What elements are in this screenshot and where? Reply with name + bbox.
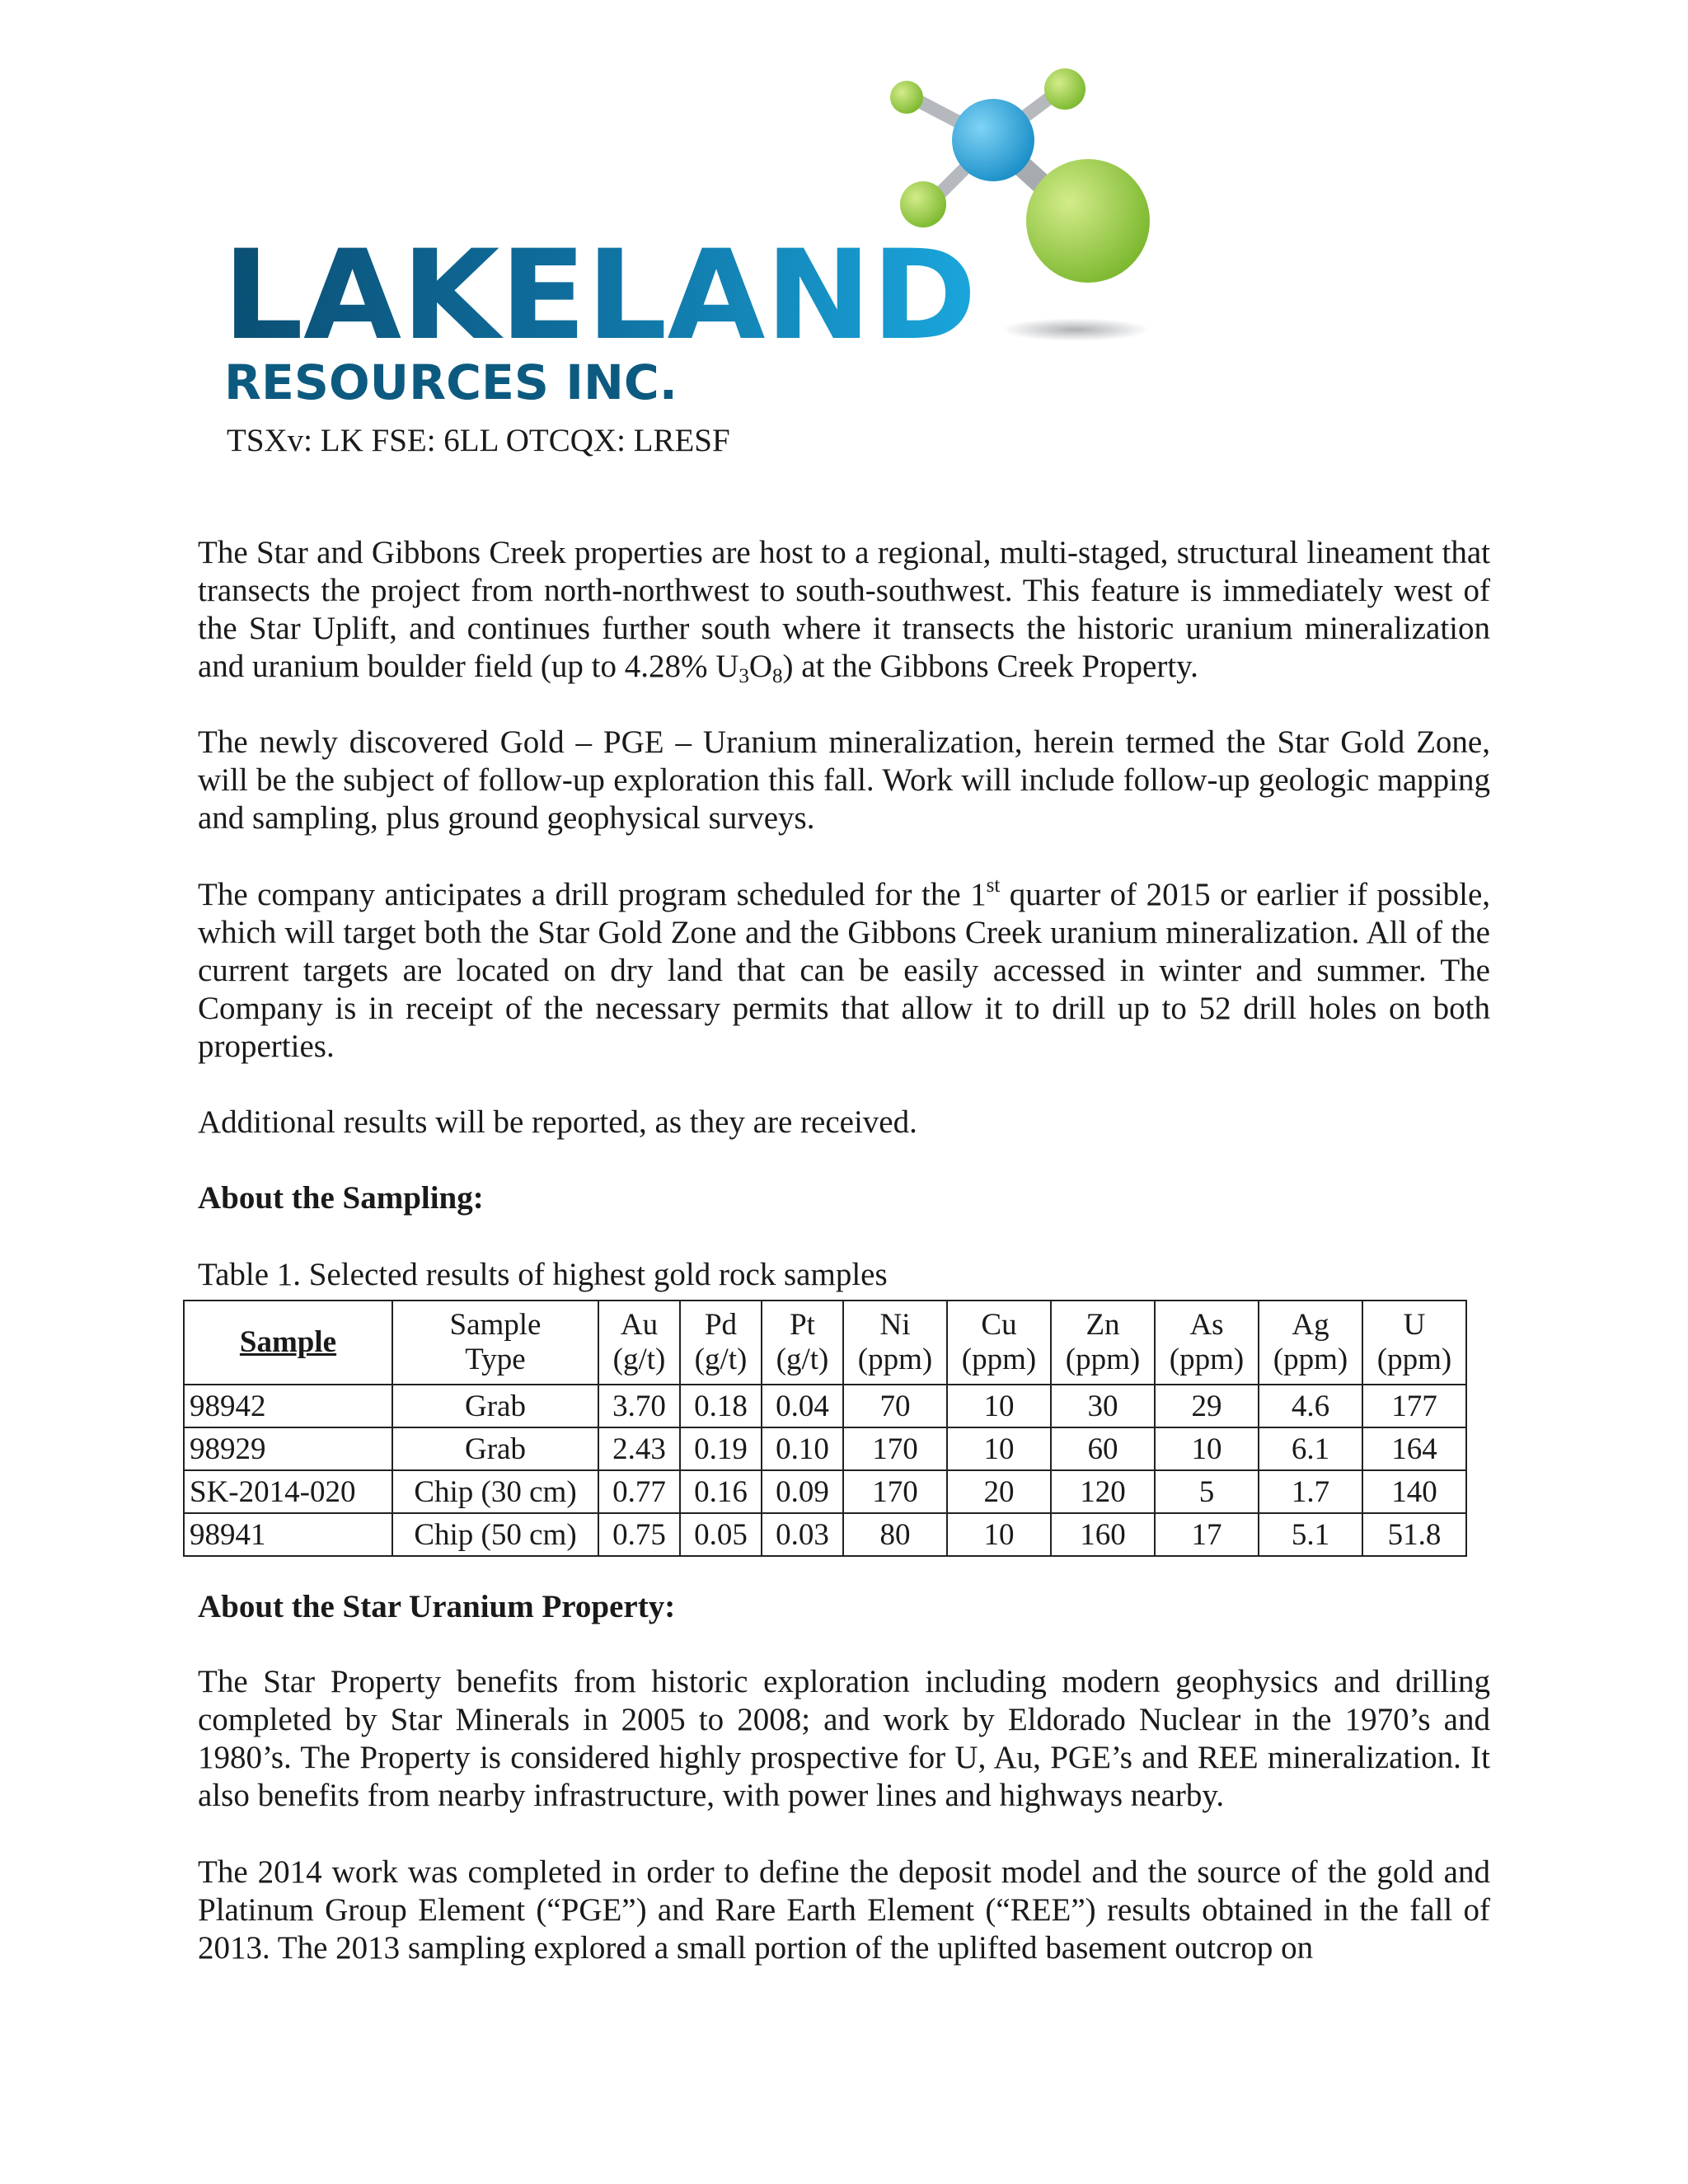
paragraph-text: O (748, 649, 773, 684)
paragraph-star-gold-zone: The newly discovered Gold – PGE – Uranium mineralization, herein termed the Star Gold Zone, will be the subject of follow-up exploration this fall. Work will include follow-up geologic mapping and sampling, plus ground geophysical surveys. (198, 724, 1490, 836)
table-row (184, 1470, 1466, 1513)
header-sample: Sample (184, 1301, 392, 1385)
cell-u: 177 (1362, 1385, 1466, 1427)
header-pt (762, 1301, 843, 1385)
cell-ni: 170 (843, 1427, 947, 1470)
header-line: Ni (879, 1308, 911, 1342)
header-line: (g/t) (694, 1343, 748, 1376)
header-line: (ppm) (1065, 1343, 1141, 1376)
cell-zn: 120 (1051, 1470, 1155, 1513)
cell-type: Chip (50 cm) (392, 1513, 598, 1556)
table-row (184, 1427, 1466, 1470)
header-ni (843, 1301, 947, 1385)
header-zn (1051, 1301, 1155, 1385)
header-line: Au (620, 1308, 659, 1342)
cell-ag: 5.1 (1259, 1513, 1362, 1556)
cell-pd: 0.19 (680, 1427, 762, 1470)
cell-ni: 170 (843, 1470, 947, 1513)
cell-cu: 10 (947, 1385, 1051, 1427)
cell-pt: 0.09 (762, 1470, 843, 1513)
header-line: Pt (790, 1308, 815, 1342)
cell-pt: 0.10 (762, 1427, 843, 1470)
cell-type: Grab (392, 1427, 598, 1470)
header-line: Ag (1292, 1308, 1329, 1342)
paragraph-additional-results: Additional results will be reported, as they are received. (198, 1104, 917, 1140)
cell-zn: 30 (1051, 1385, 1155, 1427)
heading-about-sampling: About the Sampling: (198, 1180, 484, 1216)
cell-pt: 0.04 (762, 1385, 843, 1427)
cell-type: Grab (392, 1385, 598, 1427)
table-header-row (184, 1301, 1466, 1385)
paragraph-text: ) at the Gibbons Creek Property. (782, 649, 1198, 684)
cell-cu: 10 (947, 1427, 1051, 1470)
paragraph-drill-program (198, 876, 1490, 1066)
superscript: st (986, 874, 1001, 897)
lakeland-logo (223, 58, 1170, 412)
cell-cu: 20 (947, 1470, 1051, 1513)
header-line: (ppm) (1169, 1343, 1245, 1376)
header-ag (1259, 1301, 1362, 1385)
header-pd (680, 1301, 762, 1385)
cell-ni: 80 (843, 1513, 947, 1556)
header-u (1362, 1301, 1466, 1385)
header-au (598, 1301, 680, 1385)
cell-pt: 0.03 (762, 1513, 843, 1556)
heading-about-star-property: About the Star Uranium Property: (198, 1589, 676, 1624)
header-sample-type (392, 1301, 598, 1385)
cell-au: 0.75 (598, 1513, 680, 1556)
header-line: (ppm) (1273, 1343, 1348, 1376)
cell-cu: 10 (947, 1513, 1051, 1556)
header-line: As (1189, 1308, 1224, 1342)
paragraph-text: quarter of 2015 or earlier if possible, which will target both the Star Gold Zone and the Gibbons Creek uranium mineralization. All of the current targets are located on dry land that can be easily accessed in winter and summer. The Company is in receipt of the necessary permits that allow it to drill up to 52 drill holes on both properties. (198, 877, 1491, 1064)
subscript: 8 (772, 665, 783, 687)
cell-pd: 0.05 (680, 1513, 762, 1556)
cell-u: 51.8 (1362, 1513, 1466, 1556)
header-line: Cu (981, 1308, 1017, 1342)
cell-ni: 70 (843, 1385, 947, 1427)
header-line: U (1403, 1308, 1426, 1342)
paragraph-lineament (198, 534, 1490, 686)
header-line: (g/t) (776, 1343, 829, 1376)
ticker-symbols: TSXv: LK FSE: 6LL OTCQX: LRESF (227, 423, 730, 458)
header-as (1155, 1301, 1259, 1385)
cell-ag: 1.7 (1259, 1470, 1362, 1513)
paragraph-text: The Star and Gibbons Creek properties are host to a regional, multi-staged, structural lineament that transects the project from north-northwest to south-southwest. This feature is immediately west of the Star Uplift, and continues further south where it transects the historic uranium mineralization and uranium boulder field (up to 4.28% U (198, 535, 1490, 684)
paragraph-text: The company anticipates a drill program scheduled for the 1 (198, 877, 987, 912)
cell-au: 2.43 (598, 1427, 680, 1470)
cell-pd: 0.16 (680, 1470, 762, 1513)
subscript: 3 (738, 665, 749, 687)
table-row (184, 1385, 1466, 1427)
header-line: (ppm) (961, 1343, 1037, 1376)
cell-type: Chip (30 cm) (392, 1470, 598, 1513)
cell-u: 164 (1362, 1427, 1466, 1470)
table-row (184, 1513, 1466, 1556)
cell-u: 140 (1362, 1470, 1466, 1513)
header-line: (ppm) (1376, 1343, 1452, 1376)
header-cu (947, 1301, 1051, 1385)
cell-sample: 98941 (184, 1513, 392, 1556)
cell-au: 3.70 (598, 1385, 680, 1427)
cell-ag: 6.1 (1259, 1427, 1362, 1470)
cell-sample: 98942 (184, 1385, 392, 1427)
cell-au: 0.77 (598, 1470, 680, 1513)
header-line: Type (465, 1343, 526, 1376)
logo-wordmark: LAKELAND (223, 224, 977, 368)
header-line: Pd (704, 1308, 738, 1342)
cell-as: 29 (1155, 1385, 1259, 1427)
sample-results-table (183, 1300, 1467, 1557)
logo-subtitle: RESOURCES INC. (224, 354, 678, 410)
cell-pd: 0.18 (680, 1385, 762, 1427)
cell-zn: 160 (1051, 1513, 1155, 1556)
paragraph-star-property: The Star Property benefits from historic exploration including modern geophysics and drilling completed by Star Minerals in 2005 to 2008; and work by Eldorado Nuclear in the 1970’s and 1980’s. The Property is considered highly prospective for U, Au, PGE’s and REE mineralization. It also benefits from nearby infrastructure, with power lines and highways nearby. (198, 1664, 1490, 1813)
header-line: Zn (1085, 1308, 1120, 1342)
cell-zn: 60 (1051, 1427, 1155, 1470)
cell-as: 10 (1155, 1427, 1259, 1470)
cell-ag: 4.6 (1259, 1385, 1362, 1427)
paragraph-2014-work: The 2014 work was completed in order to define the deposit model and the source of the gold and Platinum Group Element (“PGE”) and Rare Earth Element (“REE”) results obtained in the fall of 2013. The 2013 sampling explored a small portion of the uplifted basement outcrop on (198, 1854, 1490, 1966)
header-line: (ppm) (857, 1343, 933, 1376)
cell-sample: 98929 (184, 1427, 392, 1470)
header-line: Sample (449, 1308, 542, 1342)
cell-sample: SK-2014-020 (184, 1470, 392, 1513)
cell-as: 5 (1155, 1470, 1259, 1513)
table-caption: Table 1. Selected results of highest gold rock samples (198, 1257, 888, 1292)
header-line: (g/t) (612, 1343, 666, 1376)
cell-as: 17 (1155, 1513, 1259, 1556)
